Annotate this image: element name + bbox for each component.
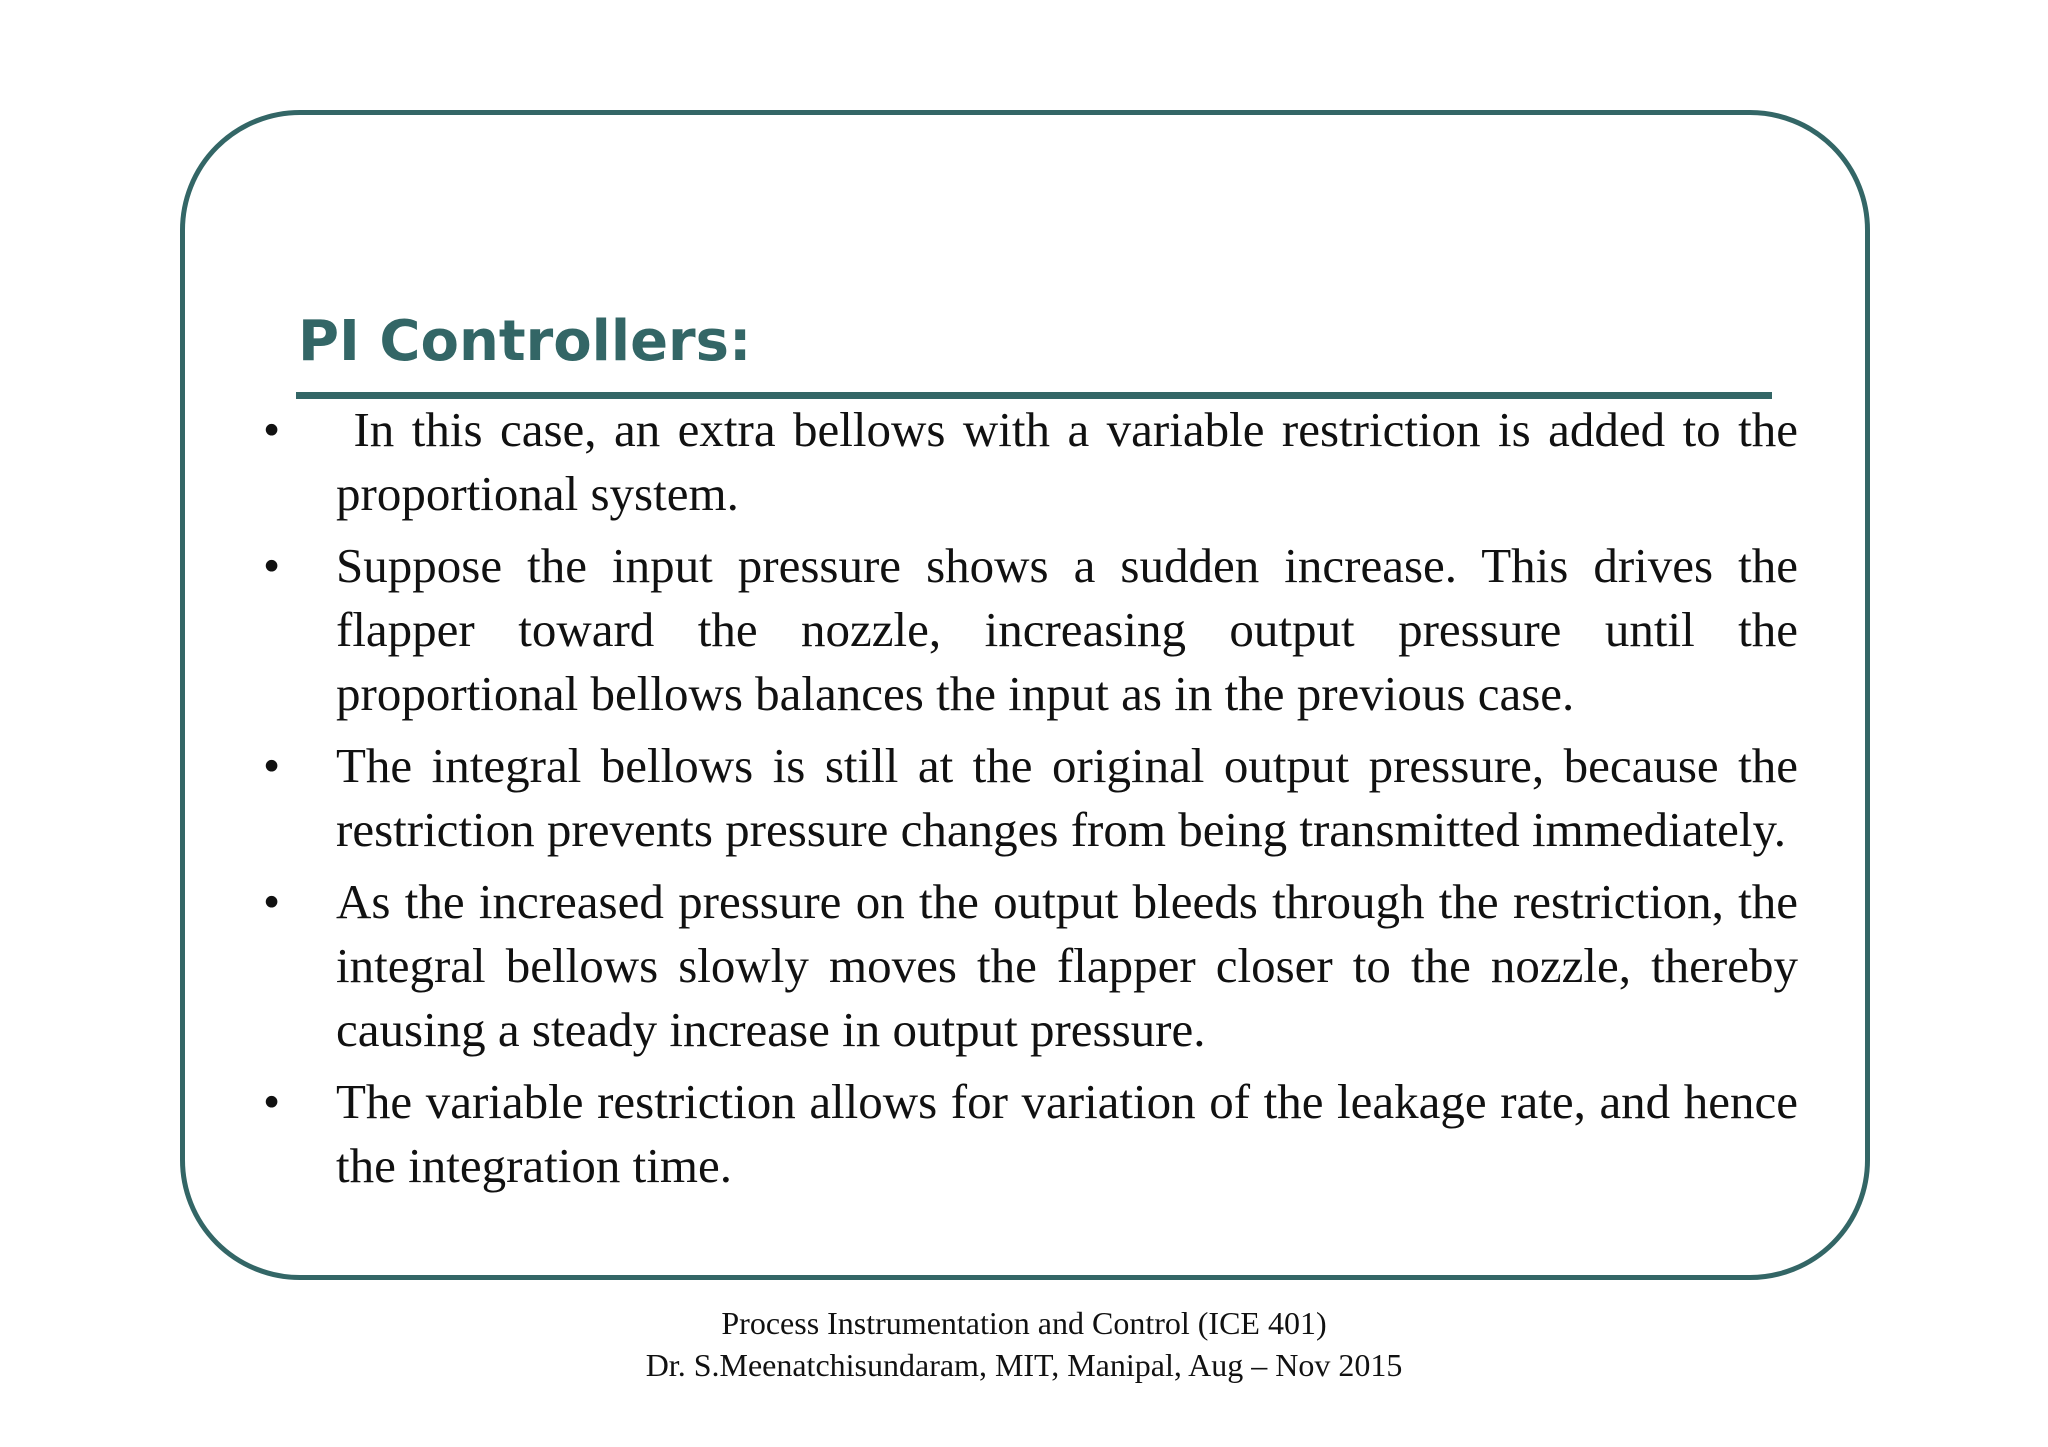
bullet-list: [260, 398, 1811, 1206]
bullet-text: The integral bellows is still at the original output pressure, because the restriction prevents pressure changes from being transmitted immediately.: [336, 738, 1798, 857]
slide-title: PI Controllers:: [298, 309, 752, 374]
bullet-item: [260, 534, 1798, 726]
footer-course: Process Instrumentation and Control (ICE 401): [721, 1305, 1327, 1341]
bullet-marker: •: [263, 738, 281, 793]
bullet-marker: •: [263, 874, 281, 929]
bullet-item: [260, 870, 1798, 1062]
bullet-text: As the increased pressure on the output bleeds through the restriction, the integral bellows slowly moves the flapper closer to the nozzle, thereby causing a steady increase in output pressure.: [336, 874, 1798, 1057]
bullet-marker: •: [263, 538, 281, 593]
bullet-marker: •: [263, 402, 281, 457]
footer-author: Dr. S.Meenatchisundaram, MIT, Manipal, Aug – Nov 2015: [645, 1347, 1403, 1383]
bullet-item: [260, 1070, 1798, 1198]
bullet-item: [260, 734, 1798, 862]
bullet-text: Suppose the input pressure shows a sudden increase. This drives the flapper toward the nozzle, increasing output pressure until the proportional bellows balances the input as in the previous case.: [336, 538, 1798, 721]
bullet-marker: •: [263, 1074, 281, 1129]
bullet-text: The variable restriction allows for variation of the leakage rate, and hence the integration time.: [336, 1074, 1798, 1193]
bullet-item: [260, 398, 1811, 526]
slide-footer: [0, 1302, 2048, 1386]
bullet-text: In this case, an extra bellows with a variable restriction is added to the proportional system.: [336, 402, 1811, 521]
